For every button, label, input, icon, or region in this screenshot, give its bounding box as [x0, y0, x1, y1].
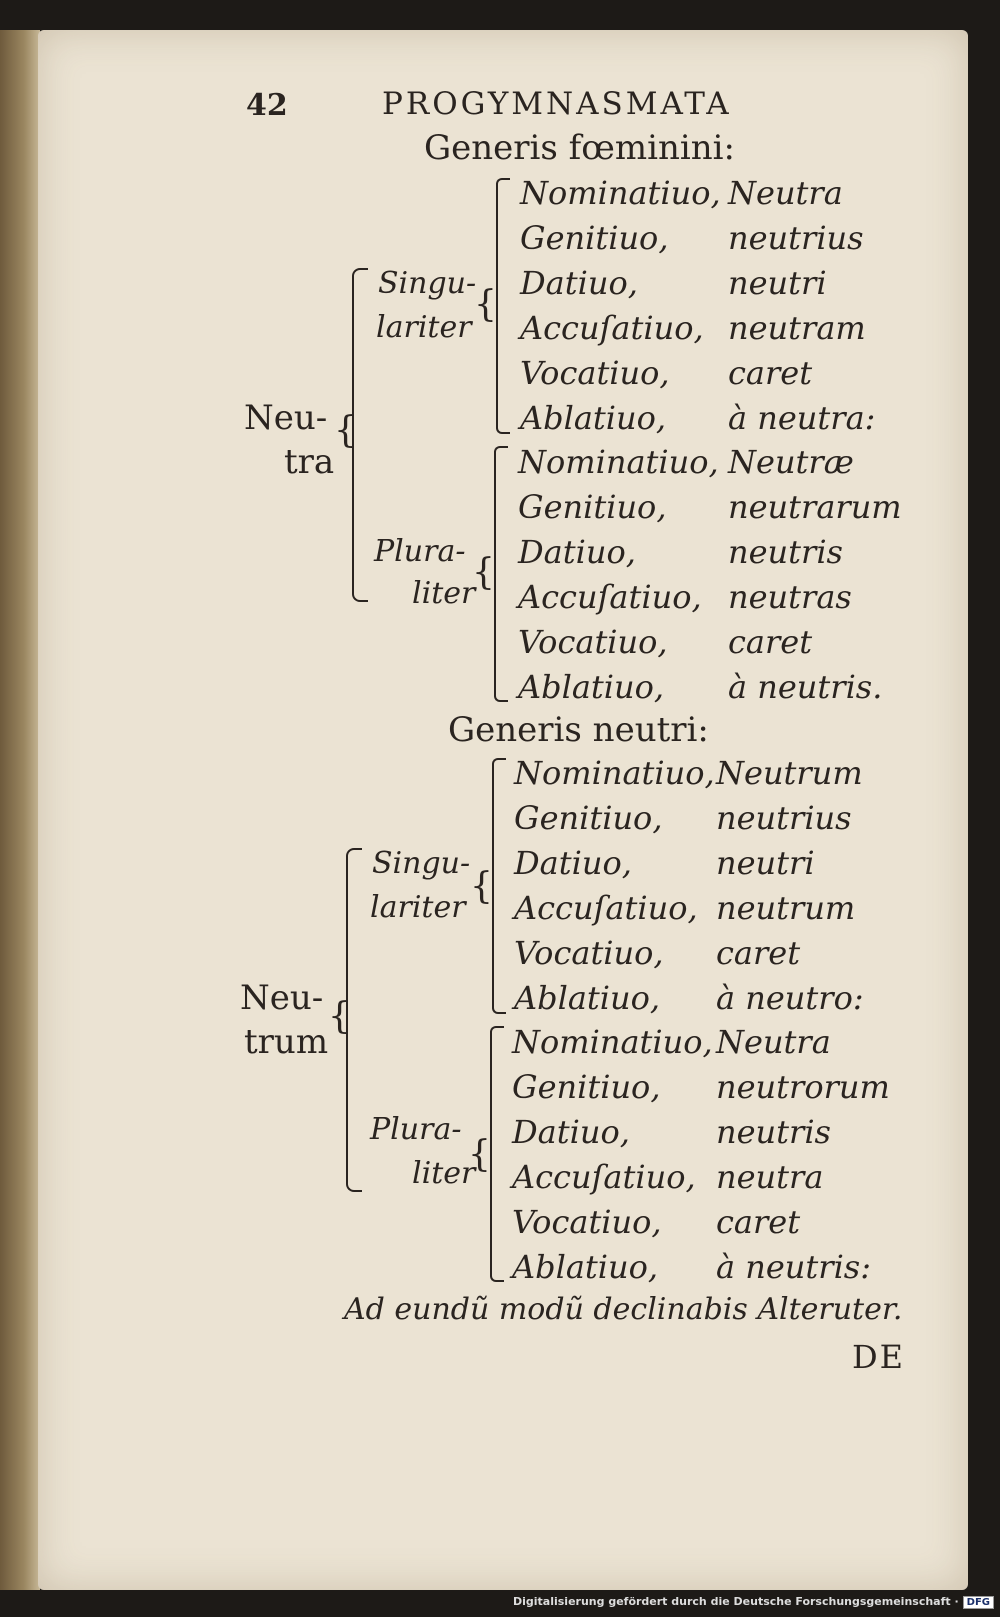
number-label-plural-feminine-line1: Plura- — [374, 534, 466, 569]
case-label: Ablatiuo, — [514, 979, 661, 1017]
case-label: Accuſatiuo, — [518, 578, 702, 616]
closing-note: Ad eundũ modũ declinabis Alteruter. — [344, 1292, 903, 1327]
brace-plural-neuter — [490, 1026, 504, 1282]
brace-tip-plural-neuter: { — [468, 1134, 491, 1175]
number-label-plural-neuter-line2: liter — [412, 1156, 476, 1191]
case-label: Nominatiuo, — [518, 443, 719, 481]
brace-tip-gender-neuter: { — [328, 996, 351, 1037]
credit-text: Digitalisierung gefördert durch die Deutsche Forschungsgemeinschaft · — [512, 1595, 959, 1608]
case-label: Nominatiuo, — [514, 754, 715, 792]
case-label: Vocatiuo, — [518, 623, 668, 661]
case-label: Vocatiuo, — [514, 934, 664, 972]
case-form: caret — [728, 623, 813, 661]
brace-tip-gender-feminine: { — [334, 410, 357, 451]
case-form: caret — [716, 934, 801, 972]
case-form: neutrius — [728, 219, 864, 257]
case-form: neutris — [716, 1113, 831, 1151]
case-label: Datiuo, — [514, 844, 632, 882]
catchword: DE — [852, 1338, 906, 1376]
case-form: neutra — [716, 1158, 824, 1196]
number-label-singular-neuter-line1: Singu- — [372, 846, 471, 881]
case-label: Genitiuo, — [514, 799, 663, 837]
case-label: Genitiuo, — [518, 488, 667, 526]
number-label-singular-feminine-line1: Singu- — [378, 266, 477, 301]
brace-tip-singular-neuter: { — [470, 866, 493, 907]
case-form: neutri — [728, 264, 827, 302]
case-label: Nominatiuo, — [520, 174, 721, 212]
case-form: neutram — [728, 309, 866, 347]
case-label: Vocatiuo, — [520, 354, 670, 392]
brace-singular-feminine — [496, 178, 510, 434]
case-label: Datiuo, — [512, 1113, 630, 1151]
gender-label-neutra-line1: Neu- — [244, 398, 328, 438]
case-form: neutri — [716, 844, 815, 882]
number-label-plural-neuter-line1: Plura- — [370, 1112, 462, 1147]
case-label: Nominatiuo, — [512, 1023, 713, 1061]
number-label-singular-neuter-line2: lariter — [370, 890, 466, 925]
brace-singular-neuter — [492, 758, 506, 1014]
case-form: neutrum — [716, 889, 856, 927]
digitization-credit — [513, 1595, 994, 1613]
case-label: Accuſatiuo, — [512, 1158, 696, 1196]
page-number: 42 — [246, 88, 288, 123]
brace-plural-feminine — [494, 446, 508, 702]
case-form: neutrius — [716, 799, 852, 837]
case-form: neutras — [728, 578, 852, 616]
case-form: Neutræ — [728, 443, 854, 481]
case-label: Ablatiuo, — [512, 1248, 659, 1286]
case-form: caret — [716, 1203, 801, 1241]
brace-tip-plural-feminine: { — [472, 552, 495, 593]
number-label-plural-feminine-line2: liter — [412, 576, 476, 611]
case-label: Datiuo, — [520, 264, 638, 302]
case-label: Datiuo, — [518, 533, 636, 571]
case-form: neutris — [728, 533, 843, 571]
section-heading-feminine: Generis fœminini: — [424, 128, 735, 168]
case-label: Vocatiuo, — [512, 1203, 662, 1241]
case-form: à neutris: — [716, 1248, 871, 1286]
case-form: caret — [728, 354, 813, 392]
running-title: PROGYMNASMATA — [382, 86, 732, 122]
brace-tip-singular-feminine: { — [474, 284, 497, 325]
case-label: Accuſatiuo, — [514, 889, 698, 927]
case-form: Neutra — [716, 1023, 831, 1061]
case-form: à neutro: — [716, 979, 864, 1017]
case-label: Genitiuo, — [520, 219, 669, 257]
case-form: Neutra — [728, 174, 843, 212]
book-spine — [0, 30, 40, 1590]
case-form: à neutra: — [728, 399, 876, 437]
gender-label-neutrum-line1: Neu- — [240, 978, 324, 1018]
case-form: neutrarum — [728, 488, 902, 526]
case-form: neutrorum — [716, 1068, 890, 1106]
dfg-logo: DFG — [963, 1596, 994, 1609]
case-form: à neutris. — [728, 668, 883, 706]
gender-label-neutra-line2: tra — [284, 442, 335, 482]
case-form: Neutrum — [716, 754, 863, 792]
case-label: Ablatiuo, — [518, 668, 665, 706]
section-heading-neuter: Generis neutri: — [448, 710, 709, 750]
number-label-singular-feminine-line2: lariter — [376, 310, 472, 345]
case-label: Genitiuo, — [512, 1068, 661, 1106]
gender-label-neutrum-line2: trum — [244, 1022, 329, 1062]
case-label: Ablatiuo, — [520, 399, 667, 437]
case-label: Accuſatiuo, — [520, 309, 704, 347]
